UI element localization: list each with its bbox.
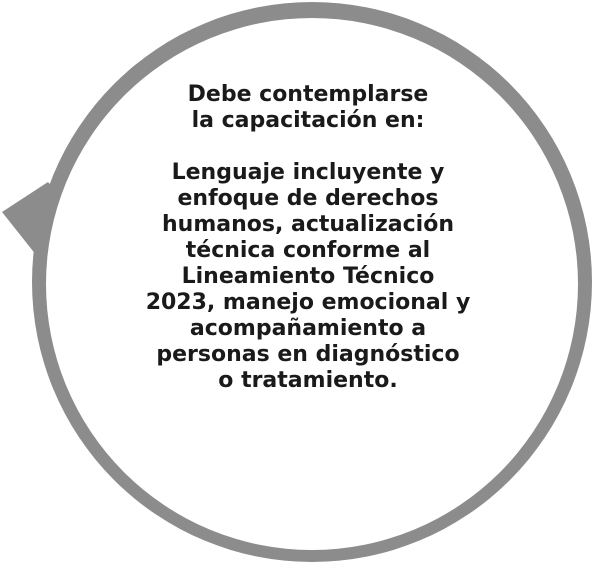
body-line-9: o tratamiento. — [218, 368, 398, 393]
body-line-1: Lenguaje incluyente y — [171, 160, 445, 185]
intro-line-1: Debe contemplarse — [187, 82, 429, 107]
body-line-2: enfoque de derechos — [177, 186, 439, 211]
body-line-7: acompañamiento a — [189, 316, 427, 341]
body-line-3: humanos, actualización — [162, 212, 454, 237]
bubble-body — [118, 160, 498, 394]
intro-line-2: la capacitación en: — [191, 108, 425, 133]
body-line-5: Lineamiento Técnico — [181, 264, 435, 289]
bubble-message — [118, 82, 498, 394]
body-line-8: personas en diagnóstico — [156, 342, 460, 367]
body-line-6: 2023, manejo emocional y — [145, 290, 471, 315]
bubble-intro — [118, 82, 498, 134]
body-line-4: técnica conforme al — [185, 238, 431, 263]
